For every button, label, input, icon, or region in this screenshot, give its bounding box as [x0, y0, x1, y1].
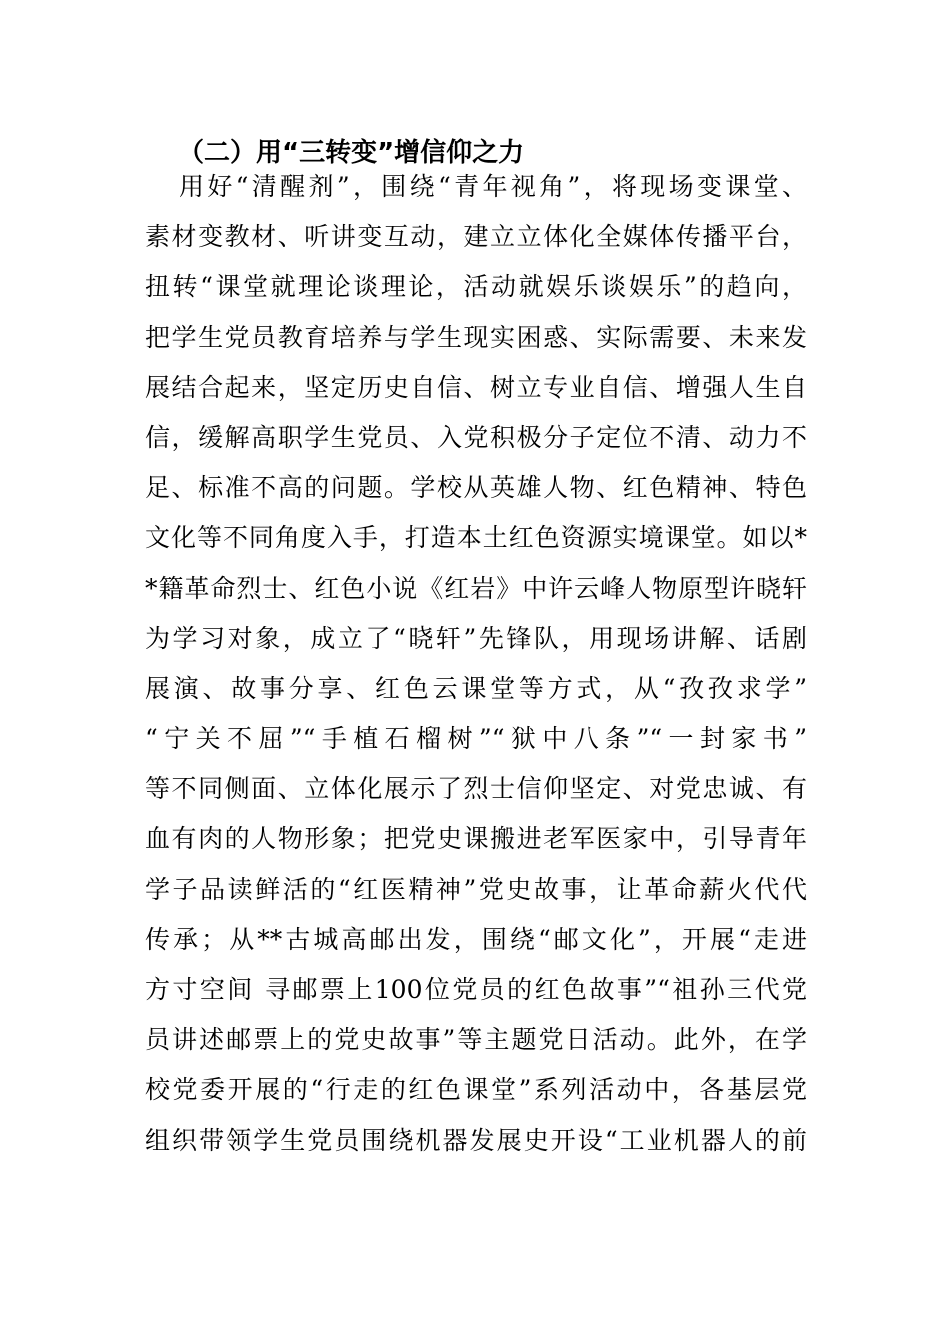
text-line: 传承；从**古城高邮出发，围绕“邮文化”，开展“走进 [145, 924, 807, 954]
text-line: 展演、故事分享、红色云课堂等方式，从“孜孜求学” [145, 673, 807, 703]
text-line: 文化等不同角度入手，打造本土红色资源实境课堂。如以* [145, 523, 807, 553]
text-line: 展结合起来，坚定历史自信、树立专业自信、增强人生自 [145, 372, 807, 402]
text-line: 学子品读鲜活的“红医精神”党史故事，让革命薪火代代 [145, 874, 807, 904]
text-line: 为学习对象，成立了“晓轩”先锋队，用现场讲解、话剧 [145, 623, 807, 653]
text-line: 素材变教材、听讲变互动，建立立体化全媒体传播平台， [145, 222, 807, 252]
text-line: *籍革命烈士、红色小说《红岩》中许云峰人物原型许晓轩 [145, 573, 807, 603]
text-line: 足、标准不高的问题。学校从英雄人物、红色精神、特色 [145, 473, 807, 503]
text-line: 员讲述邮票上的党史故事”等主题党日活动。此外，在学 [145, 1025, 807, 1055]
text-line: 扭转“课堂就理论谈理论，活动就娱乐谈娱乐”的趋向， [145, 272, 807, 302]
body-paragraph [145, 162, 807, 1166]
section-heading: （二）用“三转变”增信仰之力 [178, 138, 525, 168]
text-line: 组织带领学生党员围绕机器发展史开设“工业机器人的前 [145, 1125, 807, 1155]
text-line: “宁关不屈”“手植石榴树”“狱中八条”“一封家书” [145, 724, 807, 754]
text-line: 用好“清醒剂”，围绕“青年视角”，将现场变课堂、 [179, 172, 807, 201]
text-line: 血有肉的人物形象；把党史课搬进老军医家中，引导青年 [145, 824, 807, 854]
text-line: 把学生党员教育培养与学生现实困惑、实际需要、未来发 [145, 322, 807, 352]
text-line: 方寸空间 寻邮票上100位党员的红色故事”“祖孙三代党 [145, 975, 807, 1004]
text-line: 校党委开展的“行走的红色课堂”系列活动中，各基层党 [145, 1075, 807, 1105]
text-line: 等不同侧面、立体化展示了烈士信仰坚定、对党忠诚、有 [145, 774, 807, 804]
text-line: 信，缓解高职学生党员、入党积极分子定位不清、动力不 [145, 422, 807, 452]
